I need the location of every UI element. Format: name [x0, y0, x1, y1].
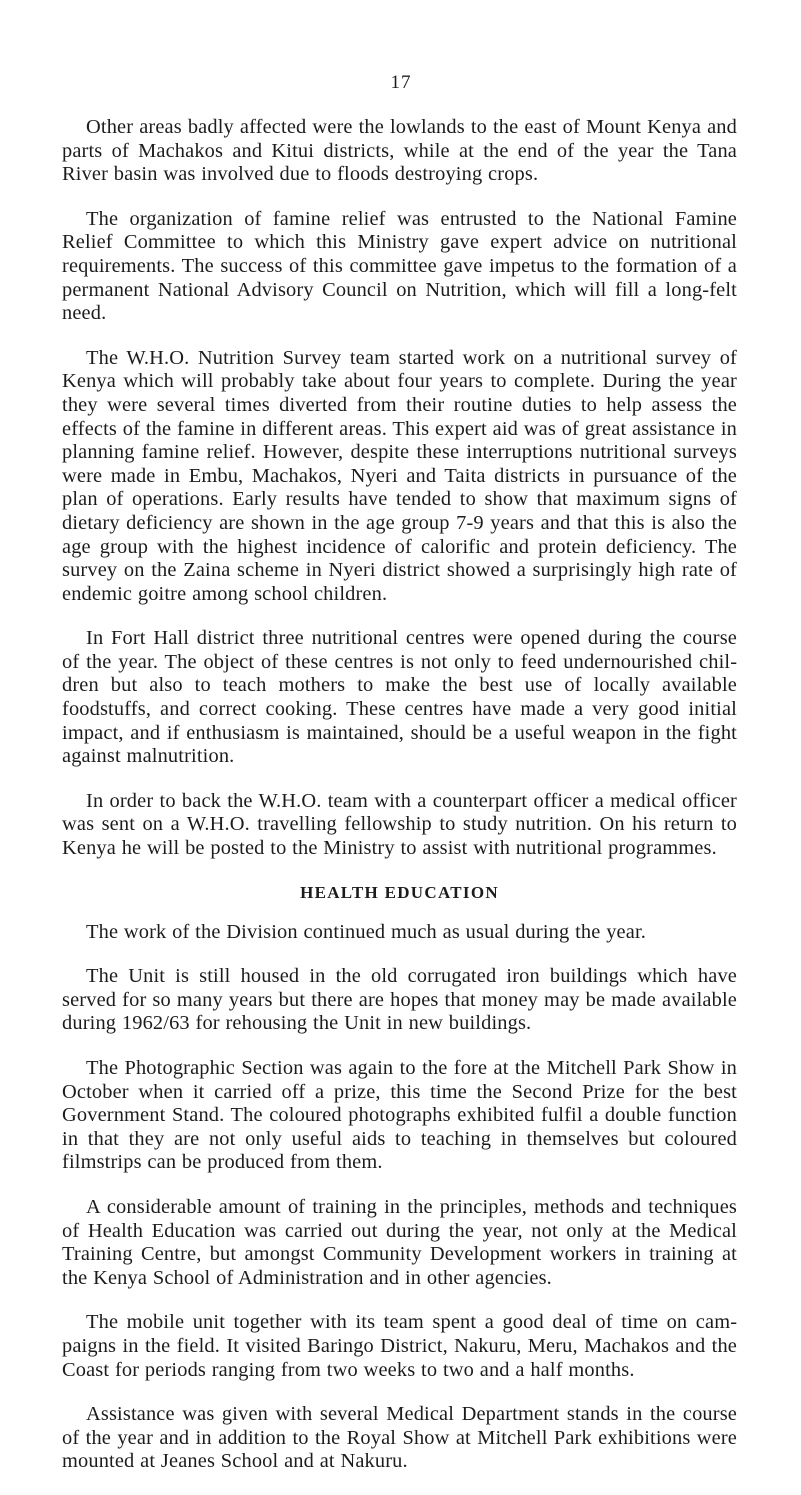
paragraph-fort-hall-centres: In Fort Hall district three nutritional centres were opened during the course of the year. The object of these centres is not only to feed undernourished children but also to teach mothers to make the best use of locally available foodstuffs, and correct cooking. These centres have made a very good initial impact, and if enthusiasm is maintained, should be a useful weapon in the fight against malnutrition. [62, 627, 737, 768]
paragraph-training: A considerable amount of training in the principles, methods and techniques of Health Education was carried out during the year, not only at the Medical Training Centre, but amongst Community Development workers in training at the Kenya School of Administration and in other agencies. [62, 1195, 737, 1289]
paragraph-who-nutrition-survey: The W.H.O. Nutrition Survey team started work on a nutritional survey of Kenya which will probably take about four years to complete. During the year they were several times diverted from their routine duties to help assess the effects of the famine in different areas. This expert aid was of great assistance in planning famine relief. However, despite these interruptions nutritional surveys were made in Embu, Machakos, Nyeri and Taita districts in pursuance of the plan of operations. Early results have tended to show that maximum signs of dietary deficiency are shown in the age group 7-9 years and that this is also the age group with the highest incidence of calorific and protein deficiency. The survey on the Zaina scheme in Nyeri district showed a surprisingly high rate of endemic goitre among school children. [62, 346, 737, 605]
paragraph-mobile-unit: The mobile unit together with its team spent a good deal of time on campaigns in the field. It visited Baringo District, Nakuru, Meru, Machakos and the Coast for periods ranging from two weeks to two and a half months. [62, 1311, 737, 1381]
paragraph-exhibitions: Assistance was given with several Medical Department stands in the course of the year and in addition to the Royal Show at Mitchell Park exhibitions were mounted at Jeanes School and at Nakuru. [62, 1403, 737, 1473]
paragraph-photographic-section: The Photographic Section was again to the fore at the Mitchell Park Show in October when it carried off a prize, this time the Second Prize for the best Government Stand. The coloured photographs exhibited fulfil a double function in that they are not only useful aids to teaching in themselves but coloured filmstrips can be produced from them. [62, 1057, 737, 1174]
paragraph-famine-relief-organization: The organization of famine relief was entrusted to the National Famine Relief Committee to which this Ministry gave expert advice on nutritional requirements. The success of this committee gave impetus to the formation of a permanent National Advisory Council on Nutrition, which will fill a long-felt need. [62, 207, 737, 325]
paragraph-division-work: The work of the Division continued much as usual during the year. [86, 920, 647, 943]
paragraph-famine-areas: Other areas badly affected were the lowlands to the east of Mount Kenya and parts of Machakos and Kitui districts, while at the end of the year the Tana River basin was involved due to floods destroying crops. [62, 116, 737, 186]
page-number: 17 [390, 72, 412, 93]
paragraph-counterpart-officer: In order to back the W.H.O. team with a counterpart officer a medical officer was sent on a W.H.O. travelling fellowship to study nutrition. On his return to Kenya he will be posted to the Ministry to assist with nutritional programmes. [62, 789, 737, 860]
page-body [62, 116, 737, 1495]
paragraph-unit-housing: The Unit is still housed in the old corrugated iron buildings which have served for so many years but there are hopes that money may be made available during 1962/63 for rehousing the Unit in new buildings. [62, 965, 737, 1035]
section-heading-health-education: HEALTH EDUCATION [300, 882, 499, 902]
